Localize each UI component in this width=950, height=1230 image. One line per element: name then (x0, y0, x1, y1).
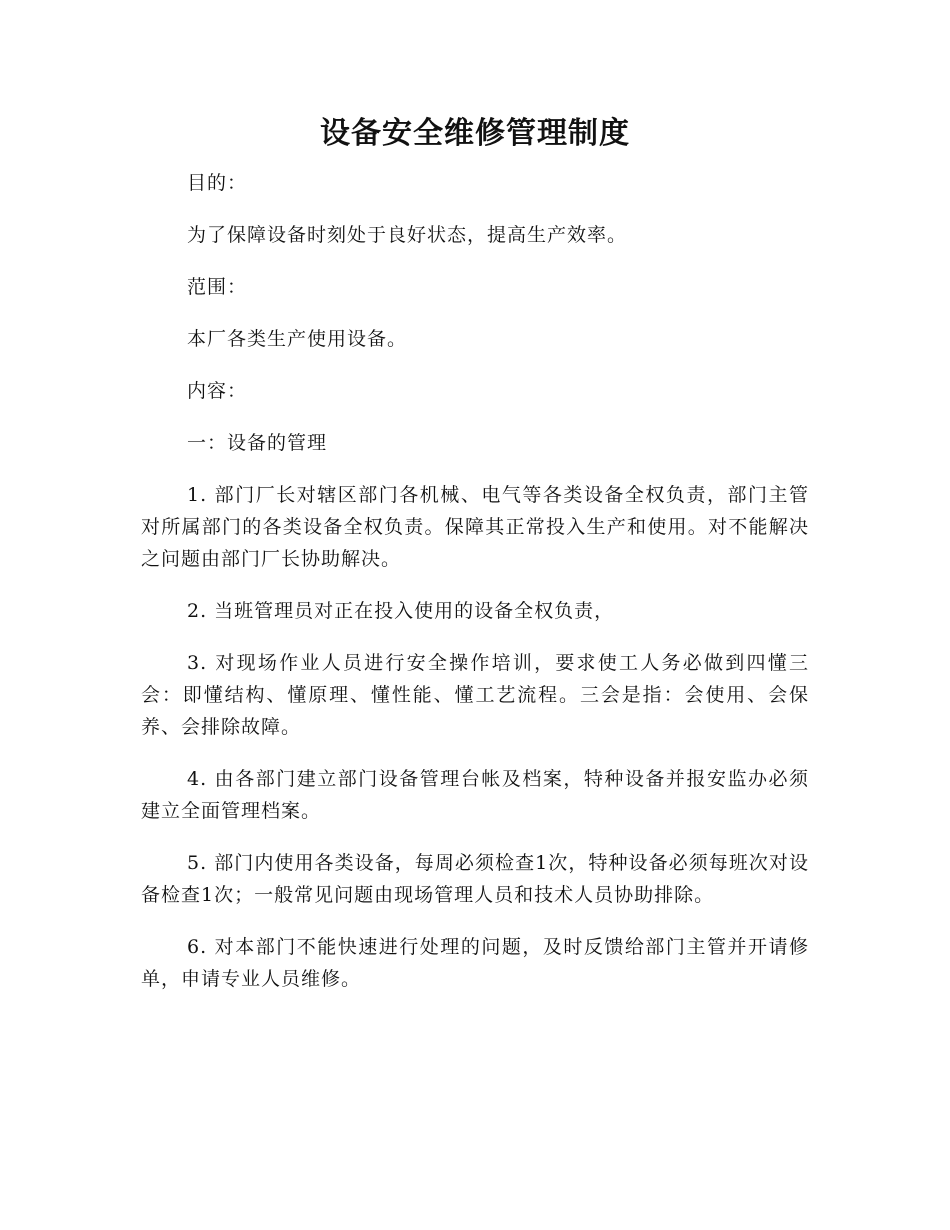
paragraph-purpose-text: 为了保障设备时刻处于良好状态，提高生产效率。 (187, 224, 628, 246)
document-body (141, 167, 809, 1015)
section-heading-equipment-management: 一：设备的管理 (187, 432, 328, 454)
paragraph-content-heading: 内容： (187, 380, 248, 402)
list-item-6: 6. 对本部门不能快速进行处理的问题，及时反馈给部门主管并开请修单，申请专业人员维修。 (141, 936, 809, 990)
paragraph-scope-text: 本厂各类生产使用设备。 (187, 328, 408, 350)
list-item-5: 5. 部门内使用各类设备，每周必须检查1次，特种设备必须每班次对设备检查1次；一般常见问题由现场管理人员和技术人员协助排除。 (141, 852, 809, 906)
document-title: 设备安全维修管理制度 (320, 116, 630, 151)
list-item-1: 1. 部门厂长对辖区部门各机械、电气等各类设备全权负责，部门主管对所属部门的各类设备全权负责。保障其正常投入生产和使用。对不能解决之问题由部门厂长协助解决。 (141, 484, 809, 570)
paragraph-scope-heading: 范围： (187, 276, 248, 298)
paragraph-purpose-heading: 目的： (187, 172, 248, 194)
list-item-2: 2. 当班管理员对正在投入使用的设备全权负责， (187, 600, 615, 622)
list-item-3: 3. 对现场作业人员进行安全操作培训，要求使工人务必做到四懂三会：即懂结构、懂原理、懂性能、懂工艺流程。三会是指：会使用、会保养、会排除故障。 (141, 652, 809, 738)
list-item-4: 4. 由各部门建立部门设备管理台帐及档案，特种设备并报安监办必须建立全面管理档案。 (141, 768, 809, 822)
